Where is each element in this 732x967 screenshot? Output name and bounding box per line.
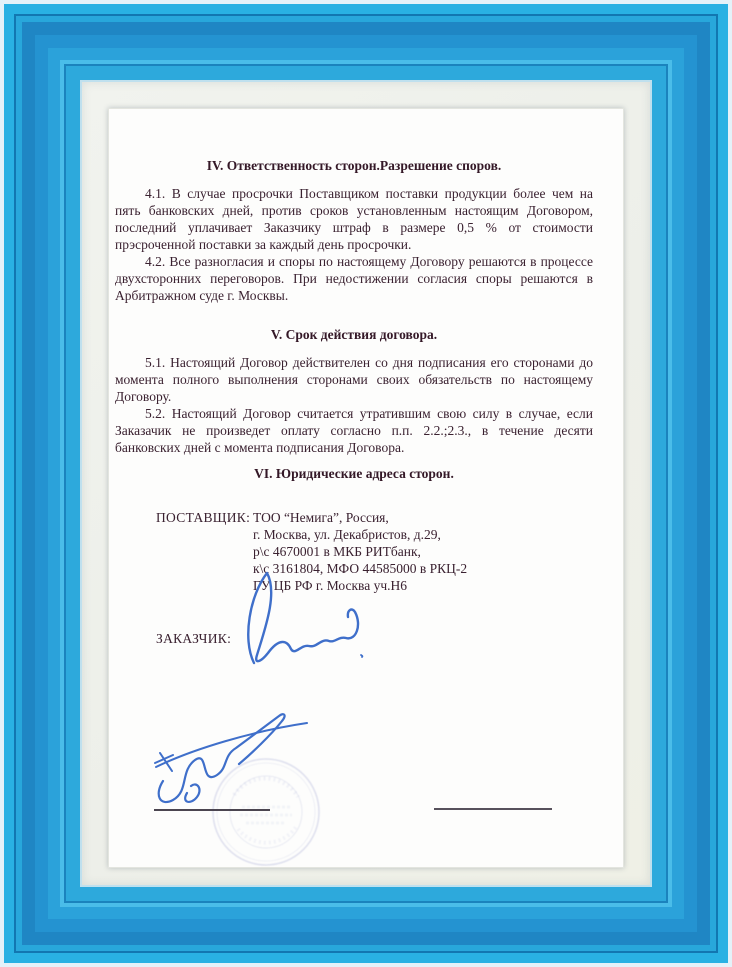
paragraph-4-2: 4.2. Все разногласия и споры по настоящему Договору решаются в процессе двухсторонних переговоров. При недостижении согласия споры решаются в Арбитражном суде г. Москвы. [115,254,593,303]
customer-label: ЗАКАЗЧИК: [156,631,232,646]
supplier-address-line: р\с 4670001 в МКБ РИТбанк, [253,544,421,559]
supplier-address-line: к\с 3161804, МФО 44585000 в РКЦ-2 [253,561,468,576]
supplier-address-line: ТОО “Немига”, Россия, [253,510,389,525]
section-4-heading: IV. Ответственность сторон.Разрешение споров. [206,158,502,173]
paragraph-5-2: 5.2. Настоящий Договор считается утратившим свою силу в случае, если Заказачик не произведет оплату согласно п.п. 2.2.;2.3., в течение десяти банковских дней с момента подписания Договора. [115,406,593,455]
customer-signature-icon [234,567,384,672]
supplier-signature-icon [151,701,316,819]
supplier-address-line: ГУ ЦБ РФ г. Москва уч.Н6 [253,578,407,593]
section-6-heading: VI. Юридические адреса сторон. [254,466,454,481]
supplier-label: ПОСТАВЩИК: [156,510,251,525]
contract-page [108,108,624,868]
section-5-heading: V. Срок действия договора. [270,327,438,342]
paragraph-5-1: 5.1. Настоящий Договор действителен со дня подписания его сторонами до момента полного выполнения сторонами своих обязательств по настоящему Договору. [115,355,593,404]
customer-signature-line [434,808,552,810]
paragraph-4-1: 4.1. В случае просрочки Поставщиком поставки продукции более чем на пять банковских дней, против сроков установленным настоящим Договором, последний уплачивает Заказчику штраф в размере 0,5 % от стоимости прэсроченной поставки за каждый день просрочки. [115,186,593,252]
supplier-address-line: г. Москва, ул. Декабристов, д.29, [253,527,441,542]
